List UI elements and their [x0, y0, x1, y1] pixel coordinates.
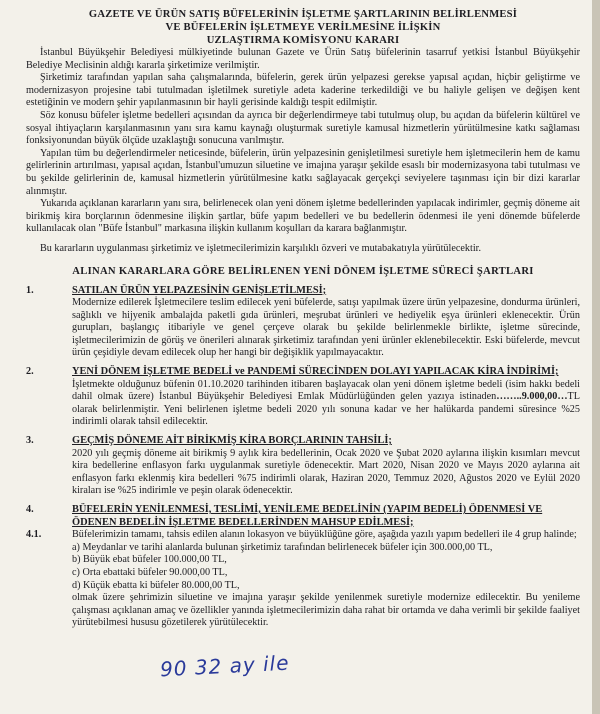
section-subheading: ALINAN KARARLARA GÖRE BELİRLENEN YENİ DÖNEM İŞLETME SÜRECİ ŞARTLARI [72, 265, 534, 277]
list-item: a) Meydanlar ve tarihi alanlarda bulunan şirketimiz tarafından belirlenecek büfeler için 300.000,00 TL, [72, 541, 493, 553]
intro-paragraph-4: Yapılan tüm bu değerlendirmeler neticesinde, büfelerin, ürün yelpazesinin genişletilmesi suretiyle hem işletmecilerin hem de kamu gelirlerinin artırılması, yapısal açıdan, İstanbul'umuzun siluetine ve imajına yaraşır şekilde esaslı bir modernizasyona tabi tutulması ve bu şekilde gelirlerinin de, kamusal hizmetlerin yürütülmesine katkı sağlayacak gerçekçi seviyelere taşınması için bir dizi kararlar alınmıştır. [26, 147, 580, 197]
section-1 [26, 285, 580, 361]
section-number: 1. [26, 284, 34, 296]
subsection-tail: olmak üzere şehrimizin siluetine ve imajına yaraşır şekilde yenilenmek suretiyle modernize edilecektir. Bu yenileme çalışması açıklanan amaç ve özellikler yanında işletmecilerimizin daha rahat bir ortamda ve daha verimli bir şekilde faaliyet yürütebilmesi hususu gözetilerek yürütülecektir. [72, 592, 580, 629]
section-title: BÜFELERİN YENİLENMESİ, TESLİMİ, YENİLEME BEDELİNİN (YAPIM BEDELİ) ÖDENMESİ VE ÖDENEN BEDELİN İŞLETME BEDELLERİNDEN MAHSUP EDİLMESİ; [72, 504, 543, 528]
section-4 [26, 504, 580, 529]
section-3 [26, 435, 580, 498]
list-item: c) Orta ebattaki büfeler 90.000,00 TL, [72, 566, 228, 578]
intro-paragraph-3: Söz konusu büfeler işletme bedelleri açısından da ayrıca bir değerlendirmeye tabi tutulmuş olup, bu açıdan da büfelerin kültürel ve sosyal ihtiyaçların karşılanmasının yanı sıra kamu kaynağı oluşturmak suretiyle kamusal hizmetlerin yürütülmesine katkı sağlaması fonksiyonundan büyük ölçüde uzaklaştığı sonucuna varılmıştır. [26, 109, 580, 147]
handwritten-note: 90 32 ay ile [159, 650, 291, 682]
intro-paragraph-6: Bu kararların uygulanması şirketimiz ve işletmecilerimizin karşılıklı özveri ve mutabakatıyla yürütülecektir. [40, 242, 482, 254]
section-2 [26, 366, 580, 429]
fee-amount: ……..9.000,00… [496, 391, 568, 403]
section-number: 4. [26, 504, 34, 515]
intro-paragraph-2: Şirketimiz tarafından yapılan saha çalışmalarında, büfelerin, gerek ürün yelpazesi gerekse yapısal açıdan, hiçbir geliştirme ve modernizasyon projesine tabi tutulmadan işletilmek suretiyle adeta kaderine terkedildiği ve bu haliyle gelişen ve değişen kent estetiğinin ve modern şehir yapılanmasının bir hayli gerisinde kaldığı tespit edilmiştir. [26, 72, 580, 109]
subsection-text: Büfelerimizin tamamı, tahsis edilen alanın lokasyon ve büyüklüğüne göre, aşağıda yazılı yapım bedelleri ile 4 grup halinde; [72, 529, 577, 541]
section-text-a: İşletmekte olduğunuz büfenin 01.10.2020 tarihinden itibaren başlayacak olan yeni dönem işletme bedeli (isim hakkı bedeli dahil olmak üzere) İstanbul Büyükşehir Belediyesi Emlak Müdürlüğünden gelen yazıya istinaden [72, 378, 580, 403]
document-title-line-2: VE BÜFELERİN İŞLETMEYE VERİLMESİNE İLİŞKİN [165, 22, 441, 33]
section-text: 2020 yılı geçmiş döneme ait birikmiş 9 aylık kira bedellerinin, Ocak 2020 ve Şubat 2020 aylarına ilişkin kısımları mevcut kira bedellerine enflasyon farkı uygulanmak suretiyle ödenecektir. Mart 2020, Nisan 2020 ve Mayıs 2020 aylarına ait enflasyon farkı eklenmiş kira bedelleri %75 indirimli olarak, Haziran 2020, Temmuz 2020, Ağustos 2020 ve Eylül 2020 kiraları ise %25 indirimle ve peşin olarak ödenecektir. [72, 447, 580, 497]
list-item: b) Büyük ebat büfeler 100.000,00 TL, [72, 554, 227, 566]
subsection-4-1 [26, 529, 580, 630]
section-title: SATILAN ÜRÜN YELPAZESİNİN GENİŞLETİLMESİ; [72, 284, 327, 296]
section-number: 2. [26, 366, 34, 378]
section-text: Modernize edilerek İşletmecilere teslim edilecek yeni büfelerde, satışı yapılmak üzere ürün yelpazesine, dondurma ürünleri, sağlıklı ve hijyenik ambalajda paketli gıda ürünleri, meşrubat ürünleri ve hediyelik eşya ürünleri eklenecektir. Ürün gurupları, başlangıç itibariyle ve genel çerçeve olarak bu şekilde belirlenmekle birlikte, işletme sürecinde, işletmecilerimizin de görüş ve önerileri alınarak şirketimiz tarafından yeni ürünler eklenebilecektir. Eski büfelerde, mevcut ürün çeşidiyle devam edilecek olup her hangi bir değişiklik yapılmayacaktır. [72, 297, 580, 359]
section-title: GEÇMİŞ DÖNEME AİT BİRİKMİŞ KİRA BORÇLARININ TAHSİLİ; [72, 435, 392, 447]
list-item: d) Küçük ebatta ki büfeler 80.000,00 TL, [72, 579, 240, 591]
section-text [72, 379, 580, 429]
subsection-number: 4.1. [26, 529, 42, 541]
document-title-line-3: UZLAŞTIRMA KOMİSYONU KARARI [206, 35, 400, 46]
intro-paragraph-5: Yukarıda açıklanan kararların yanı sıra, belirlenecek olan yeni dönem işletme bedellerinden yapılacak indirimler, geçmiş döneme ait birikmiş kira borçlarının ödenmesine ilişkin şartlar, büfe yapım bedelleri ve bu bedellerin ödenmesi ile yeni dönemde büfelerde kullanılacak olan "Büfe İstanbul" markasına ilişkin kullanım koşulları da karara bağlanmıştır. [26, 198, 580, 235]
section-title: YENİ DÖNEM İŞLETME BEDELİ ve PANDEMİ SÜRECİNDEN DOLAYI YAPILACAK KİRA İNDİRİMİ; [72, 366, 559, 378]
section-text-b: TL olarak belirlenmiştir. Yeni belirlenen işletme bedeli 2020 yılı sonuna kadar ve her halükarda pandemi süresince %25 indirimli olarak tahsil edilecektir. [72, 391, 580, 428]
page-edge-shadow [592, 0, 600, 714]
document-title-line-1: GAZETE VE ÜRÜN SATIŞ BÜFELERİNİN İŞLETME ŞARTLARININ BELİRLENMESİ [88, 9, 518, 20]
intro-paragraph-1: İstanbul Büyükşehir Belediyesi mülkiyetinde bulunan Gazete ve Ürün Satış büfelerinin tasarruf yetkisi İstanbul Büyükşehir Belediye Meclisinin aldığı kararla şirketimize verilmiştir. [26, 47, 580, 71]
section-number: 3. [26, 435, 34, 447]
